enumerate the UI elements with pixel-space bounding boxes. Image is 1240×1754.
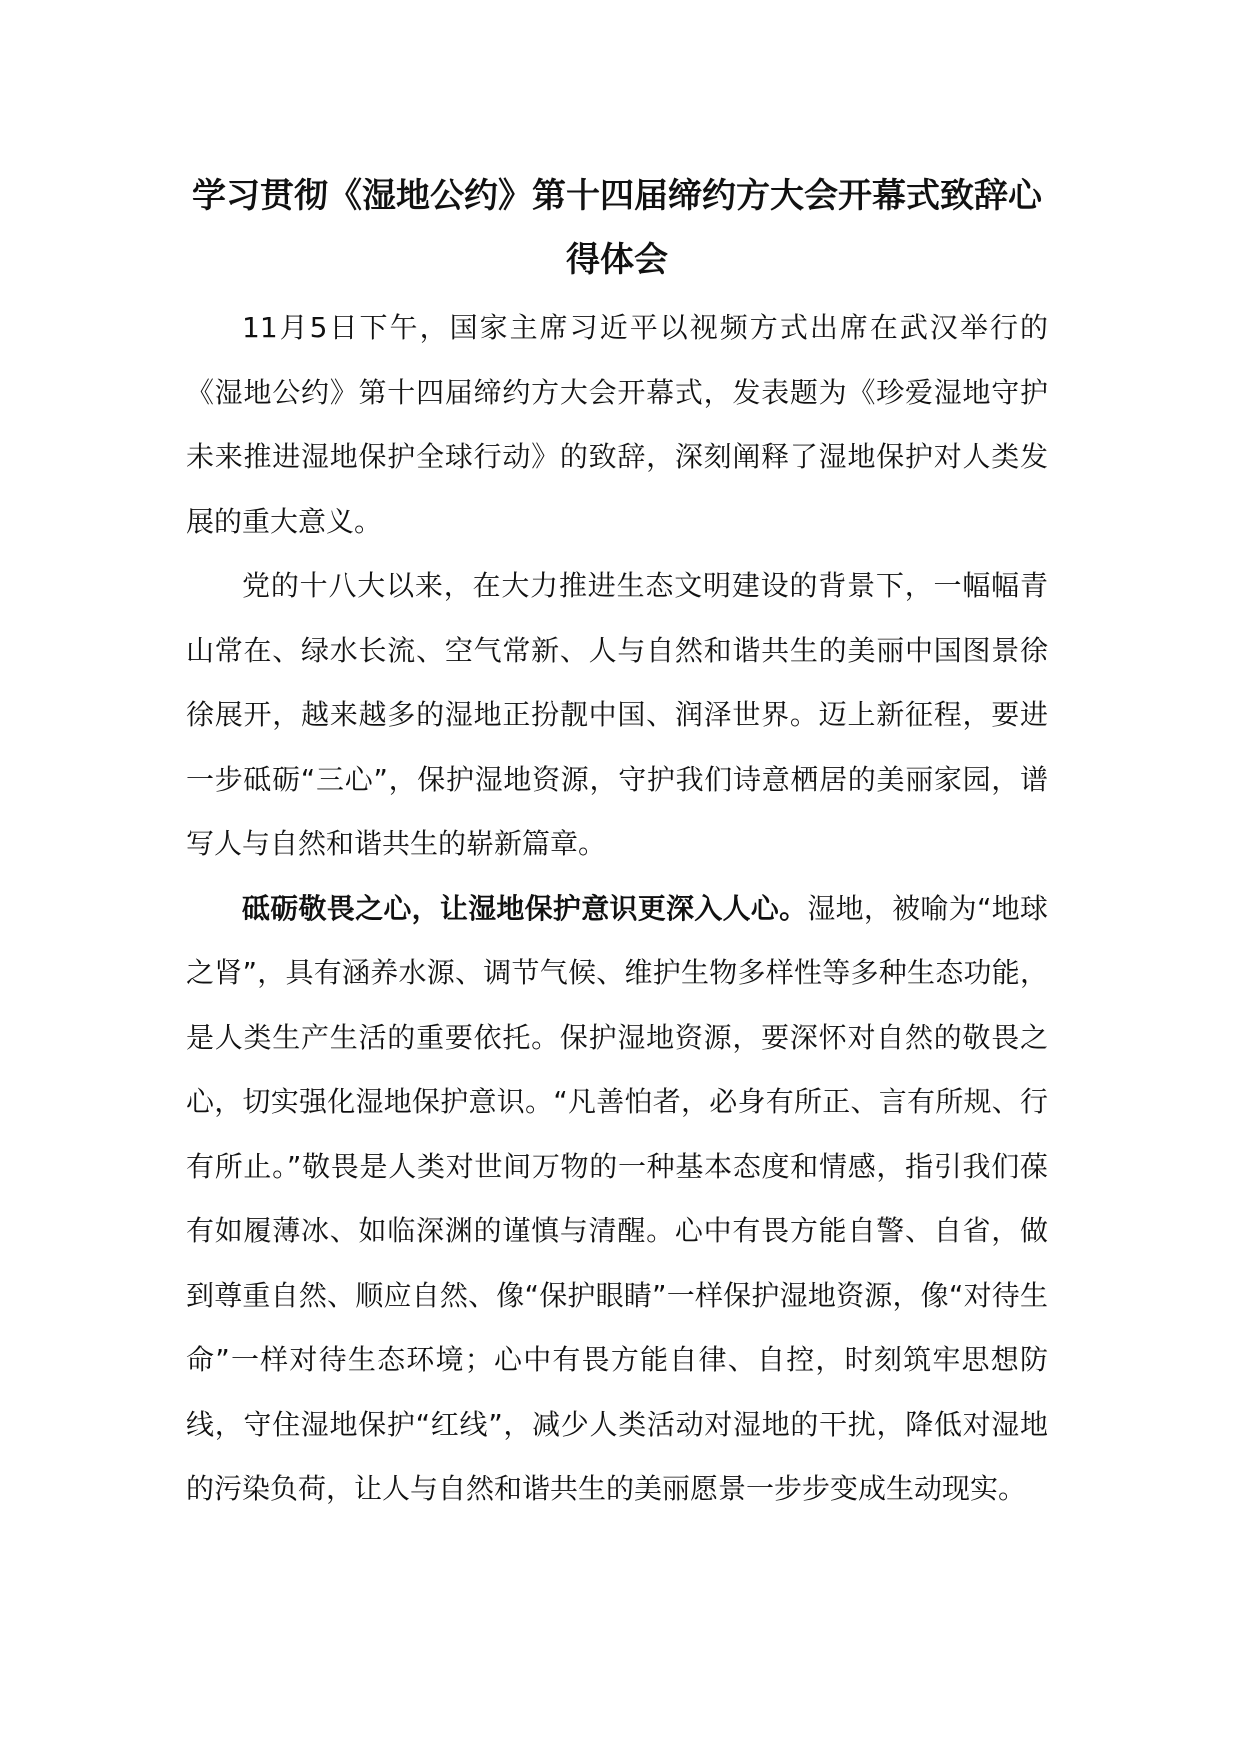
paragraph-3-text: 湿地，被喻为“地球之肾”，具有涵养水源、调节气候、维护生物多样性等多种生态功能，是人类生产生活的重要依托。保护湿地资源，要深怀对自然的敬畏之心，切实强化湿地保护意识。“凡善怕者，必身有所正、言有所规、行有所止。”敬畏是人类对世间万物的一种基本态度和情感，指引我们葆有如履薄冰、如临深渊的谨慎与清醒。心中有畏方能自警、自省，做到尊重自然、顺应自然、像“保护眼睛”一样保护湿地资源，像“对待生命”一样对待生态环境；心中有畏方能自律、自控，时刻筑牢思想防线，守住湿地保护“红线”，减少人类活动对湿地的干扰，降低对湿地的污染负荷，让人与自然和谐共生的美丽愿景一步步变成生动现实。 — [186, 891, 1048, 1505]
paragraph-1-text: 11月5日下午，国家主席习近平以视频方式出席在武汉举行的《湿地公约》第十四届缔约方大会开幕式，发表题为《珍爱湿地守护未来推进湿地保护全球行动》的致辞，深刻阐释了湿地保护对人类发展的重大意义。 — [186, 311, 1048, 538]
paragraph-3 — [186, 877, 1048, 1522]
title-line-2: 得体会 — [566, 240, 668, 280]
title-line-1: 学习贯彻《湿地公约》第十四届缔约方大会开幕式致辞心 — [192, 176, 1042, 216]
paragraph-2-text: 党的十八大以来，在大力推进生态文明建设的背景下，一幅幅青山常在、绿水长流、空气常新、人与自然和谐共生的美丽中国图景徐徐展开，越来越多的湿地正扮靓中国、润泽世界。迈上新征程，要进一步砥砺“三心”，保护湿地资源，守护我们诗意栖居的美丽家园，谱写人与自然和谐共生的崭新篇章。 — [186, 569, 1048, 860]
document-title — [186, 164, 1048, 292]
paragraph-2 — [186, 554, 1048, 877]
document-page — [186, 164, 1048, 1522]
paragraph-3-lead: 砥砺敬畏之心，让湿地保护意识更深入人心。 — [242, 891, 808, 925]
paragraph-1 — [186, 296, 1048, 554]
